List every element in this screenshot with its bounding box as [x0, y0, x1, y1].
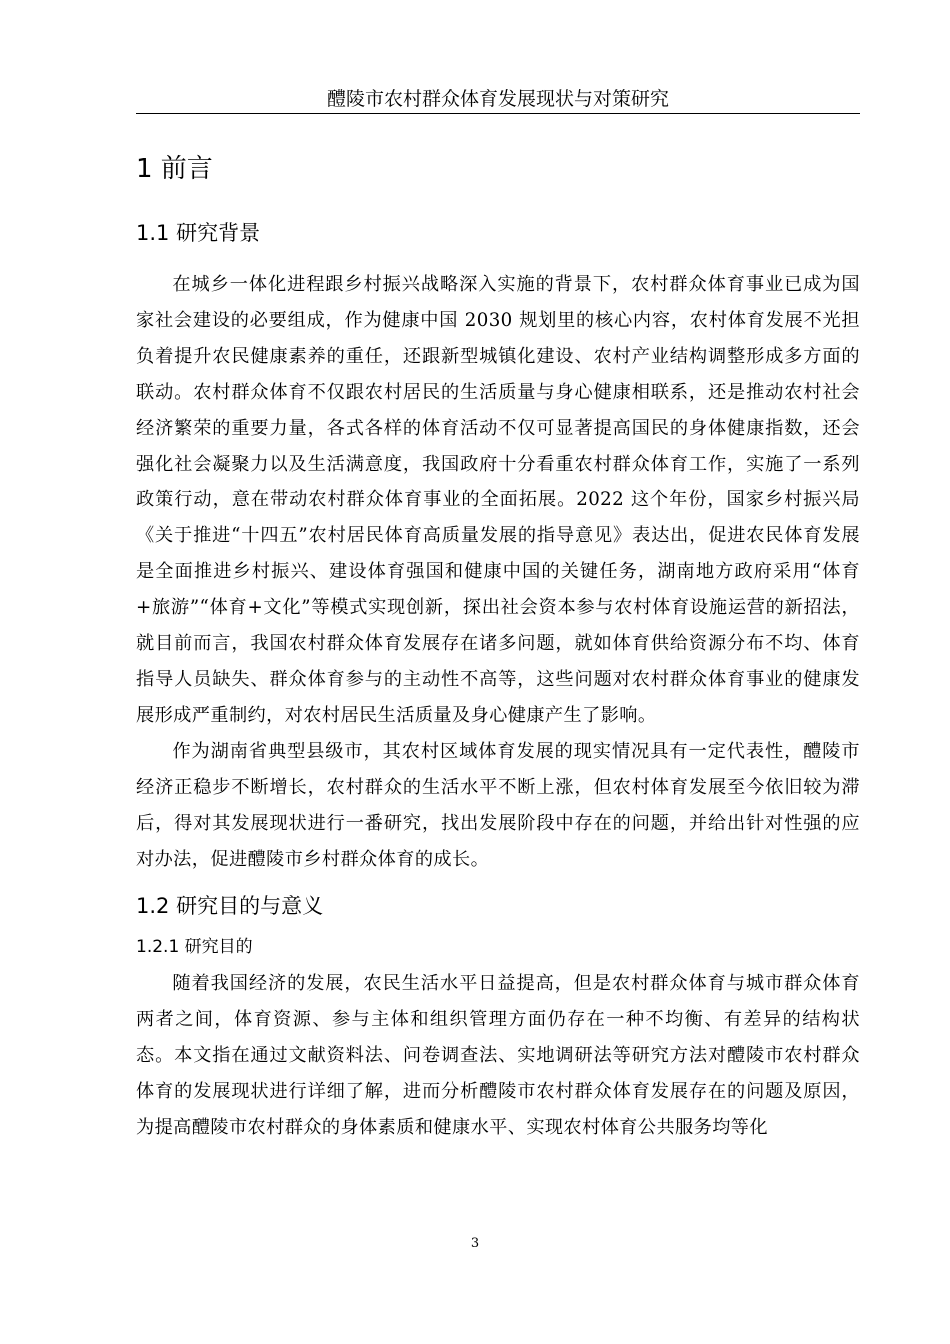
section-heading-1-2: 1.2 研究目的与意义 — [136, 894, 324, 919]
section-heading-1-1: 1.1 研究背景 — [136, 221, 261, 245]
paragraph-background-2: 作为湖南省典型县级市，其农村区域体育发展的现实情况具有一定代表性，醴陵市经济正稳步不断增长，农村群众的生活水平不断上涨，但农村体育发展至今依旧较为滞后，得对其发展现状进行一番研究，找出发展阶段中存在的问题，并给出针对性强的应对办法，促进醴陵市乡村群众体育的成长。 — [136, 740, 860, 870]
paragraph-purpose-1: 随着我国经济的发展，农民生活水平日益提高，但是农村群众体育与城市群众体育两者之间，体育资源、参与主体和组织管理方面仍存在一种不均衡、有差异的结构状态。本文指在通过文献资料法、问卷调查法、实地调研法等研究方法对醴陵市农村群众体育的发展现状进行详细了解，进而分析醴陵市农村群众体育发展存在的问题及原因，为提高醴陵市农村群众的身体素质和健康水平、实现农村体育公共服务均等化 — [136, 973, 860, 1139]
running-header-title: 醴陵市农村群众体育发展现状与对策研究 — [326, 88, 669, 110]
paragraph-background-1: 在城乡一体化进程跟乡村振兴战略深入实施的背景下，农村群众体育事业已成为国家社会建设的必要组成，作为健康中国 2030 规划里的核心内容，农村体育发展不光担负着提升农民健康素养的重任，还跟新型城镇化建设、农村产业结构调整形成多方面的联动。农村群众体育不仅跟农村居民的生活质量与身心健康相联系，还是推动农村社会经济繁荣的重要力量，各式各样的体育活动不仅可显著提高国民的身体健康指数，还会强化社会凝聚力以及生活满意度，我国政府十分看重农村群众体育工作，实施了一系列政策行动，意在带动农村群众体育事业的全面拓展。2022 这个年份，国家乡村振兴局《关于推进“十四五”农村居民体育高质量发展的指导意见》表达出，促进农民体育发展是全面推进乡村振兴、建设体育强国和健康中国的关键任务，湖南地方政府采用“体育+旅游”“体育+文化”等模式实现创新，探出社会资本参与农村体育设施运营的新招法，就目前而言，我国农村群众体育发展存在诸多问题，就如体育供给资源分布不均、体育指导人员缺失、群众体育参与的主动性不高等，这些问题对农村群众体育事业的健康发展形成严重制约，对农村居民生活质量及身心健康产生了影响。 — [136, 274, 860, 726]
page-body — [136, 140, 860, 1146]
page-number: 3 — [470, 1236, 480, 1251]
chapter-heading: 1 前言 — [136, 154, 213, 184]
header-rule — [136, 113, 860, 114]
subsection-heading-1-2-1: 1.2.1 研究目的 — [136, 937, 253, 958]
